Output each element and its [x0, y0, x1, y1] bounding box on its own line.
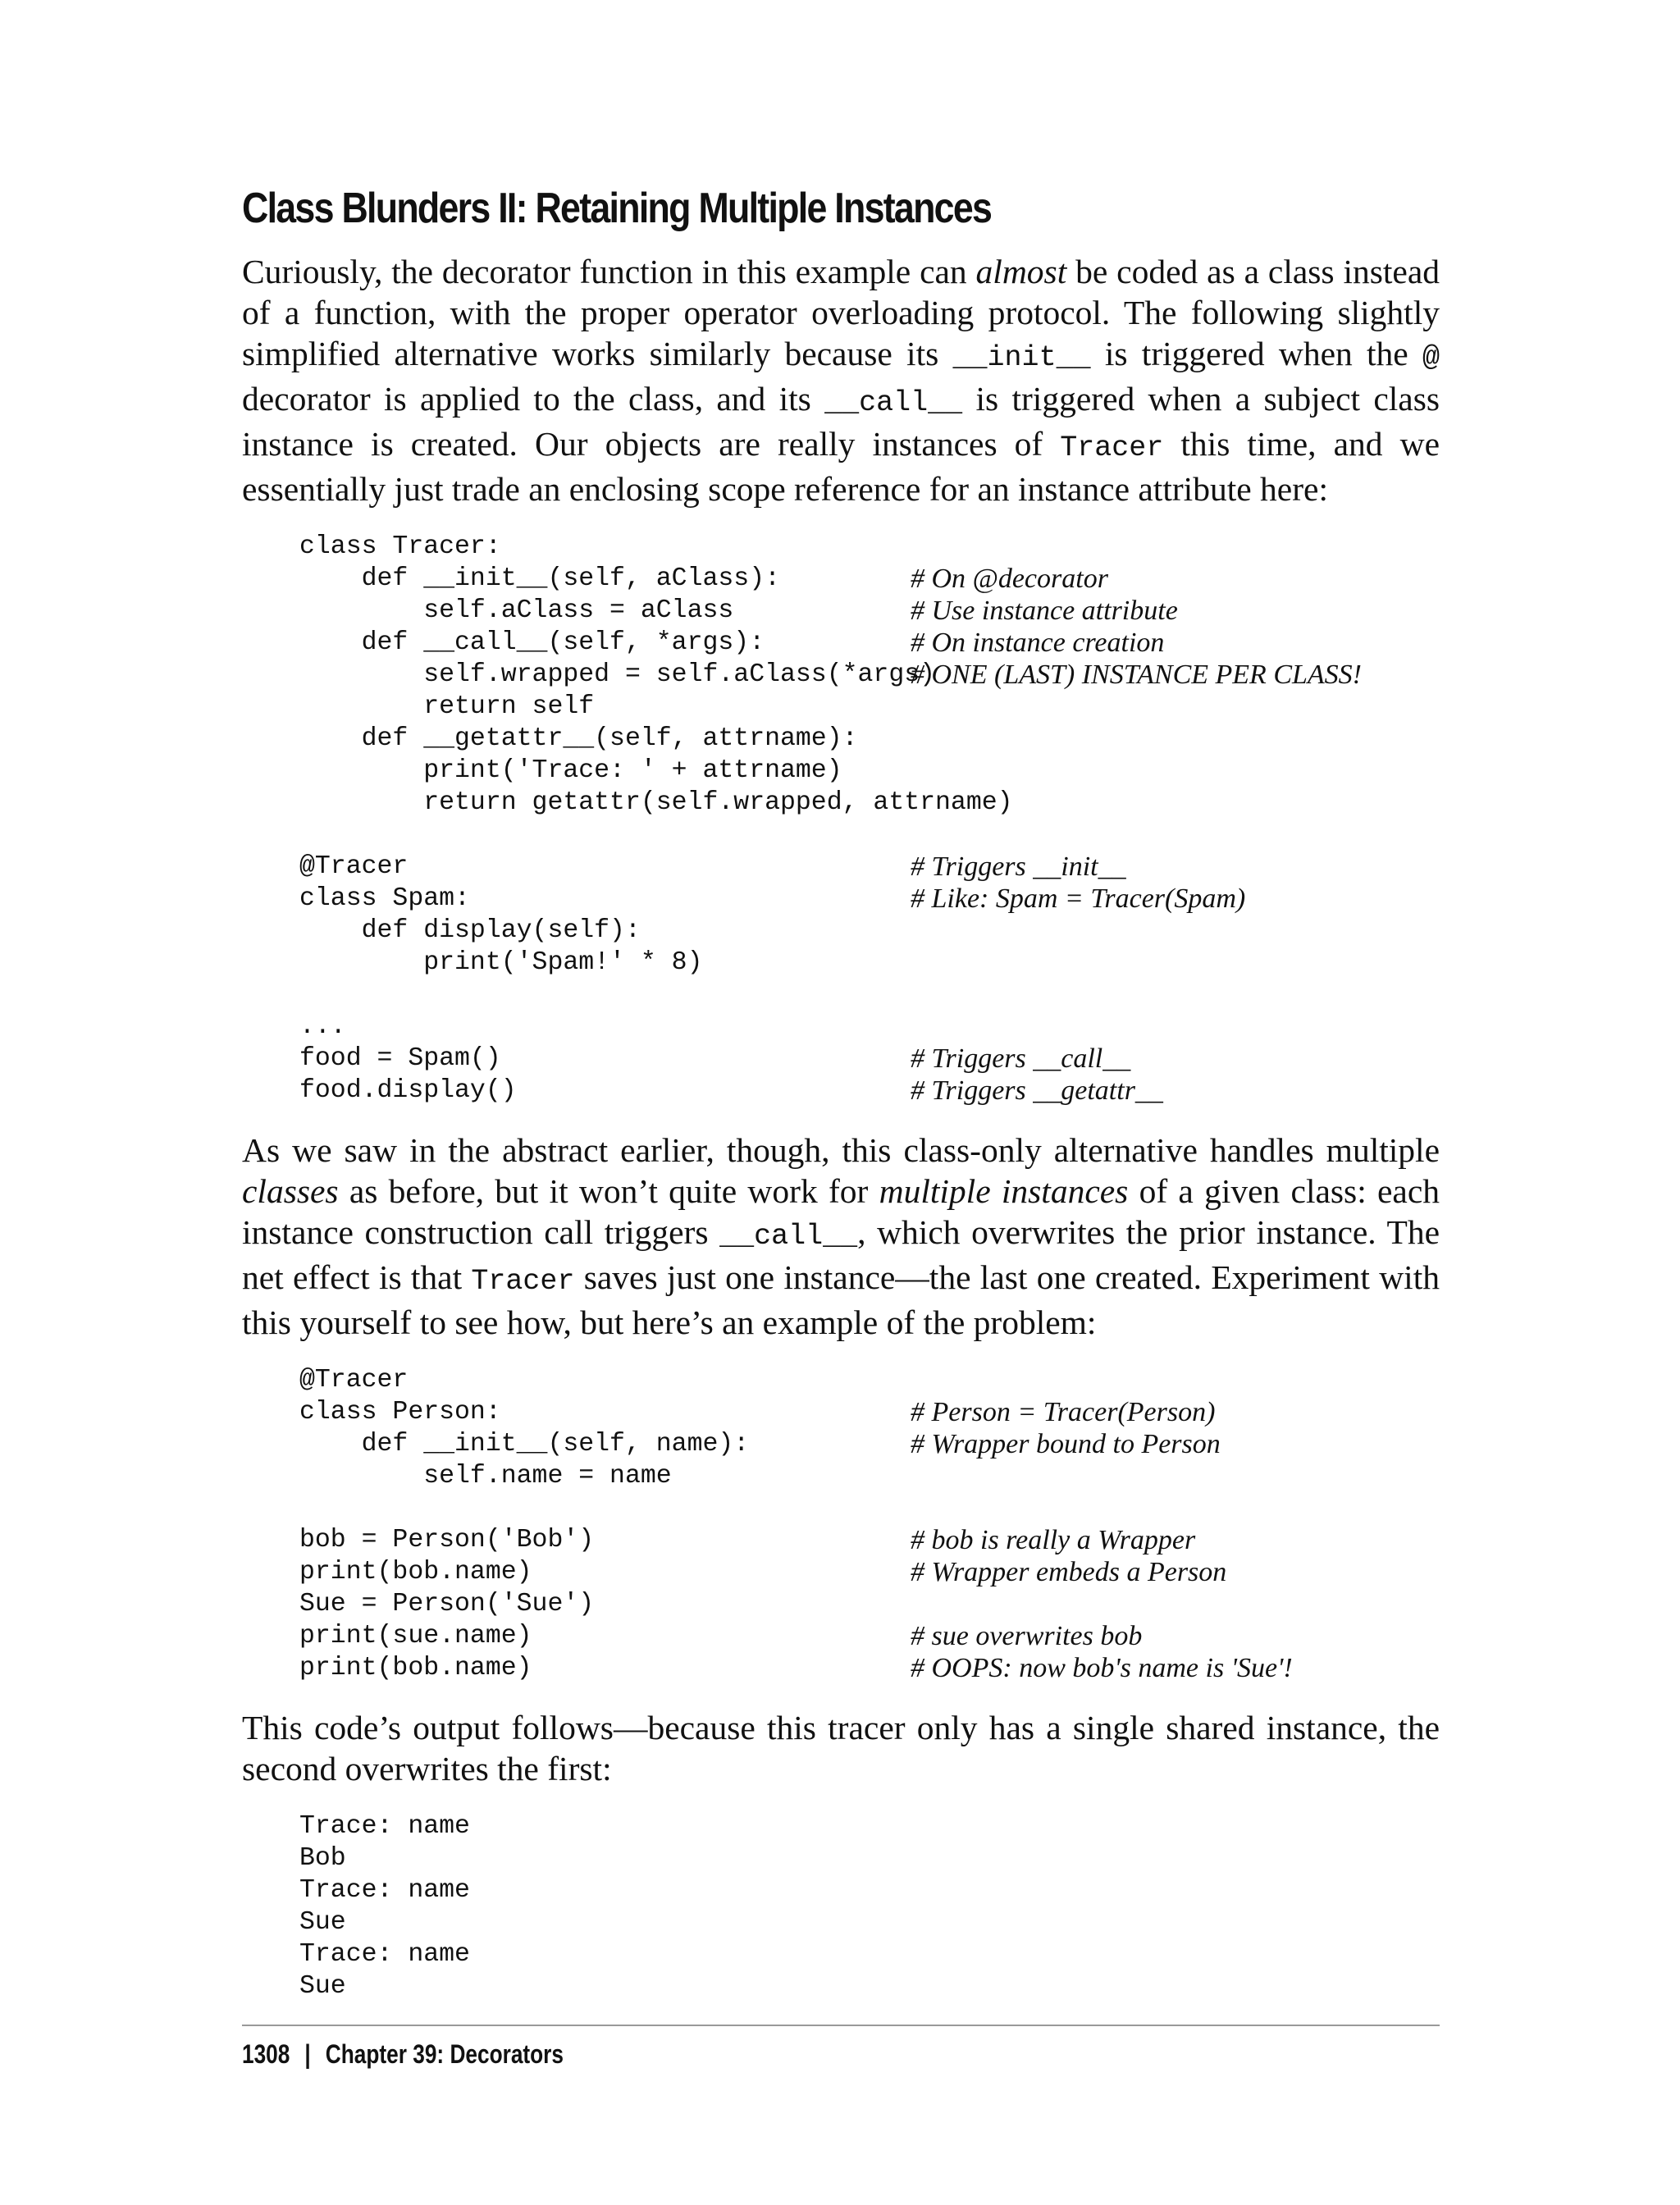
- inline-code: Tracer: [471, 1265, 575, 1298]
- page-content: [242, 179, 1440, 2025]
- code-line: [299, 1938, 1440, 1970]
- code-text: bob = Person('Bob'): [299, 1526, 595, 1554]
- inline-code: __call__: [824, 386, 963, 419]
- code-comment: # ONE (LAST) INSTANCE PER CLASS!: [911, 660, 1362, 690]
- code-line: [299, 947, 1440, 979]
- text-run: this time, and we essentially just trade an enclosing scope reference for an instance attribute here:: [242, 425, 1440, 508]
- code-line: [299, 659, 1440, 691]
- code-text: ...: [299, 1012, 346, 1041]
- inline-code: @: [1422, 341, 1440, 374]
- chapter-title: Chapter 39: Decorators: [325, 2039, 564, 2069]
- code-text: Sue: [299, 1908, 346, 1937]
- code-line: [299, 915, 1440, 947]
- code-comment: # Wrapper embeds a Person: [911, 1557, 1227, 1587]
- code-comment: # Wrapper bound to Person: [911, 1429, 1221, 1459]
- code-text: self.aClass = aClass: [299, 596, 734, 625]
- code-text: return getattr(self.wrapped, attrname): [299, 788, 1013, 817]
- code-text: Trace: name: [299, 1812, 470, 1841]
- inline-code: __call__: [719, 1220, 858, 1253]
- code-text: print(bob.name): [299, 1654, 532, 1682]
- code-text: Trace: name: [299, 1876, 470, 1905]
- code-block-person-example: [299, 1364, 1440, 1684]
- text-run: is triggered when a subject class instance is created. Our objects are really instances of: [242, 380, 1440, 463]
- paragraph-intro: [242, 251, 1440, 509]
- code-text: food.display(): [299, 1076, 517, 1105]
- footer-separator: |: [304, 2039, 311, 2069]
- code-text: Trace: name: [299, 1940, 470, 1969]
- code-comment: # sue overwrites bob: [911, 1621, 1143, 1651]
- code-line: [299, 627, 1440, 659]
- text-run: Curiously, the decorator function in this example can: [242, 253, 976, 290]
- code-text: food = Spam(): [299, 1044, 501, 1073]
- emphasis-text: almost: [975, 253, 1067, 290]
- code-comment: # Like: Spam = Tracer(Spam): [911, 883, 1246, 914]
- code-text: self.wrapped = self.aClass(*args): [299, 660, 936, 689]
- code-text: Bob: [299, 1844, 346, 1873]
- code-line: [299, 1810, 1440, 1842]
- code-line: [299, 1075, 1440, 1107]
- code-text: Sue = Person('Sue'): [299, 1590, 595, 1618]
- code-text: print(bob.name): [299, 1558, 532, 1586]
- page-number: 1308: [242, 2039, 290, 2069]
- code-text: class Tracer:: [299, 532, 501, 561]
- code-line: [299, 1588, 1440, 1620]
- text-run: as before, but it won’t quite work for: [338, 1172, 879, 1210]
- text-run: saves just one instance—the last one created. Experiment with this yourself to see how, but here’s an example of the problem:: [242, 1258, 1440, 1341]
- footer-rule: [242, 2025, 1440, 2026]
- code-comment: # On instance creation: [911, 628, 1165, 658]
- code-text: def __init__(self, aClass):: [299, 564, 780, 593]
- code-text: def __call__(self, *args):: [299, 628, 765, 657]
- code-text: def __getattr__(self, attrname):: [299, 724, 858, 753]
- code-text: [299, 819, 911, 851]
- code-line: [299, 851, 1440, 883]
- code-line: [299, 563, 1440, 595]
- code-line: [299, 595, 1440, 627]
- page-footer: [242, 2039, 564, 2070]
- code-line: [299, 723, 1440, 755]
- code-line: [299, 691, 1440, 723]
- code-line: [299, 531, 1440, 563]
- code-line: [299, 1874, 1440, 1906]
- code-comment: # On @decorator: [911, 564, 1108, 594]
- code-line: [299, 1970, 1440, 2002]
- text-run: is triggered when the: [1090, 335, 1422, 372]
- emphasis-text: multiple instances: [879, 1172, 1129, 1210]
- paragraph-problem: [242, 1130, 1440, 1343]
- code-line: [299, 1460, 1440, 1492]
- code-line: [299, 883, 1440, 915]
- section-heading: Class Blunders II: Retaining Multiple Instances: [242, 185, 992, 232]
- code-line: [299, 1492, 1440, 1524]
- code-text: def display(self):: [299, 916, 641, 945]
- code-line: [299, 1906, 1440, 1938]
- code-line: [299, 819, 1440, 851]
- emphasis-text: classes: [242, 1172, 339, 1210]
- text-run: be coded as a class instead of a function, with the proper operator overloading protocol. The following slightly simplified alternative works similarly because its: [242, 253, 1440, 372]
- code-line: [299, 1556, 1440, 1588]
- code-line: [299, 787, 1440, 819]
- code-text: print('Trace: ' + attrname): [299, 756, 842, 785]
- code-text: class Spam:: [299, 884, 470, 913]
- code-text: @Tracer: [299, 852, 409, 881]
- code-text: self.name = name: [299, 1462, 672, 1491]
- code-comment: # bob is really a Wrapper: [911, 1525, 1196, 1555]
- code-text: return self: [299, 692, 595, 721]
- code-line: [299, 1043, 1440, 1075]
- text-run: As we saw in the abstract earlier, though, this class-only alternative handles multiple: [242, 1131, 1440, 1169]
- code-comment: # Triggers __init__: [911, 851, 1126, 882]
- code-line: [299, 1428, 1440, 1460]
- code-line: [299, 979, 1440, 1011]
- code-comment: # Person = Tracer(Person): [911, 1397, 1216, 1427]
- code-comment: # Triggers __getattr__: [911, 1075, 1163, 1106]
- inline-code: Tracer: [1060, 431, 1164, 464]
- code-text: print('Spam!' * 8): [299, 948, 703, 977]
- code-line: [299, 1011, 1440, 1043]
- code-text: [299, 979, 911, 1011]
- code-text: print(sue.name): [299, 1622, 532, 1650]
- text-run: of a given class: each instance construction call triggers: [242, 1172, 1440, 1251]
- code-comment: # Triggers __call__: [911, 1043, 1131, 1074]
- code-text: Sue: [299, 1972, 346, 2001]
- code-block-output: [299, 1810, 1440, 2002]
- code-comment: # Use instance attribute: [911, 596, 1178, 626]
- code-line: [299, 1842, 1440, 1874]
- code-line: [299, 755, 1440, 787]
- code-line: [299, 1620, 1440, 1652]
- code-text: class Person:: [299, 1398, 501, 1427]
- code-line: [299, 1524, 1440, 1556]
- paragraph-output: This code’s output follows—because this tracer only has a single shared instance, the second overwrites the first:: [242, 1709, 1440, 1787]
- code-line: [299, 1364, 1440, 1396]
- code-text: @Tracer: [299, 1366, 409, 1395]
- inline-code: __init__: [952, 341, 1091, 374]
- text-run: decorator is applied to the class, and its: [242, 380, 825, 418]
- code-comment: # OOPS: now bob's name is 'Sue'!: [911, 1653, 1293, 1683]
- code-line: [299, 1396, 1440, 1428]
- code-block-tracer-class: [299, 531, 1440, 1107]
- code-text: [299, 1492, 911, 1524]
- code-line: [299, 1652, 1440, 1684]
- code-text: def __init__(self, name):: [299, 1430, 750, 1459]
- text-run: , which overwrites the prior instance. The net effect is that: [242, 1213, 1440, 1296]
